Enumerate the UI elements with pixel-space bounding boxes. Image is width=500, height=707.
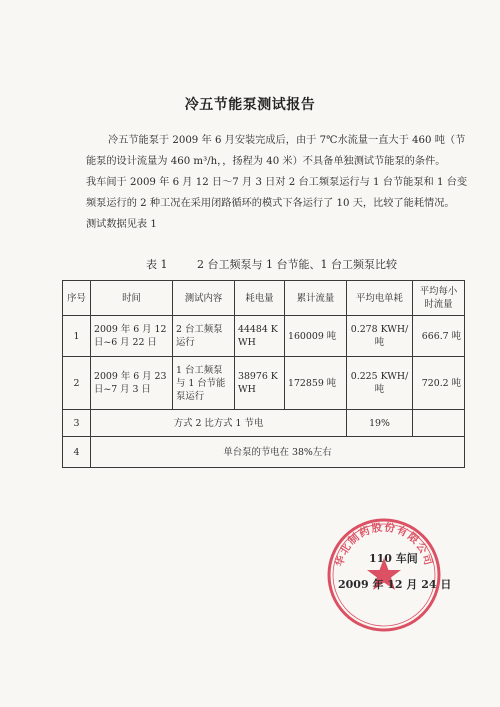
hourly-flow-cell: 720.2 吨	[413, 357, 465, 410]
header-cell: 累计流量	[285, 281, 347, 316]
header-cell: 耗电量	[235, 281, 285, 316]
table-row	[63, 357, 465, 410]
summary-text-cell: 单台泵的节电在 38%左右	[91, 437, 465, 468]
row-number-cell: 3	[63, 410, 91, 437]
table-caption	[146, 256, 397, 272]
cumulative-flow-cell: 160009 吨	[285, 316, 347, 357]
table-row	[63, 316, 465, 357]
header-cell: 时间	[91, 281, 173, 316]
row-number-cell: 4	[63, 437, 91, 468]
hourly-flow-cell: 666.7 吨	[413, 316, 465, 357]
test-content-cell: 2 台工频泵运行	[173, 316, 235, 357]
table-header-row	[63, 281, 465, 316]
comparison-table	[62, 280, 465, 468]
body-paragraph	[86, 130, 476, 235]
header-cell: 序号	[63, 281, 91, 316]
summary-value-cell: 19%	[347, 410, 413, 437]
paragraph-line: 我车间于 2009 年 6 月 12 日～7 月 3 日对 2 台工频泵运行与 1 台节能泵和 1 台变	[86, 177, 468, 188]
summary-text-cell: 方式 2 比方式 1 节电	[91, 410, 347, 437]
cumulative-flow-cell: 172859 吨	[285, 357, 347, 410]
power-consumption-cell: 38976 KWH	[235, 357, 285, 410]
time-cell: 2009 年 6 月 12 日~6 月 22 日	[91, 316, 173, 357]
table-row	[63, 437, 465, 468]
test-content-cell: 1 台工频泵与 1 台节能泵运行	[173, 357, 235, 410]
table-row	[63, 410, 465, 437]
workshop-name: 110 车间	[369, 552, 418, 565]
paragraph-line: 能泵的设计流量为 460 m³/h，，扬程为 40 米）不具备单独测试节能泵的条件。	[86, 156, 446, 167]
company-seal-icon	[325, 516, 443, 634]
table-number: 表 1	[146, 258, 168, 271]
unit-consumption-cell: 0.278 KWH/吨	[347, 316, 413, 357]
report-title: 冷五节能泵测试报告	[184, 97, 316, 113]
report-date: 2009 年 12 月 24 日	[338, 578, 452, 591]
svg-text:华北制药股份有限公司: 华北制药股份有限公司	[333, 521, 435, 568]
table-caption-text: 2 台工频泵与 1 台节能、1 台工频泵比较	[197, 258, 397, 271]
paragraph-line: 测试数据见表 1	[86, 219, 157, 230]
header-cell: 测试内容	[173, 281, 235, 316]
row-number-cell: 2	[63, 357, 91, 410]
unit-consumption-cell: 0.225 KWH/吨	[347, 357, 413, 410]
header-cell: 平均每小时流量	[413, 281, 465, 316]
row-number-cell: 1	[63, 316, 91, 357]
power-consumption-cell: 44484 KWH	[235, 316, 285, 357]
header-cell: 平均电单耗	[347, 281, 413, 316]
paragraph-line: 冷五节能泵于 2009 年 6 月安装完成后，由于 7℃水流量一直大于 460 吨（节	[108, 135, 466, 146]
time-cell: 2009 年 6 月 23 日~7 月 3 日	[91, 357, 173, 410]
paragraph-line: 频泵运行的 2 种工况在采用闭路循环的模式下各运行了 10 天，比较了能耗情况。	[86, 198, 455, 209]
empty-cell	[413, 410, 465, 437]
